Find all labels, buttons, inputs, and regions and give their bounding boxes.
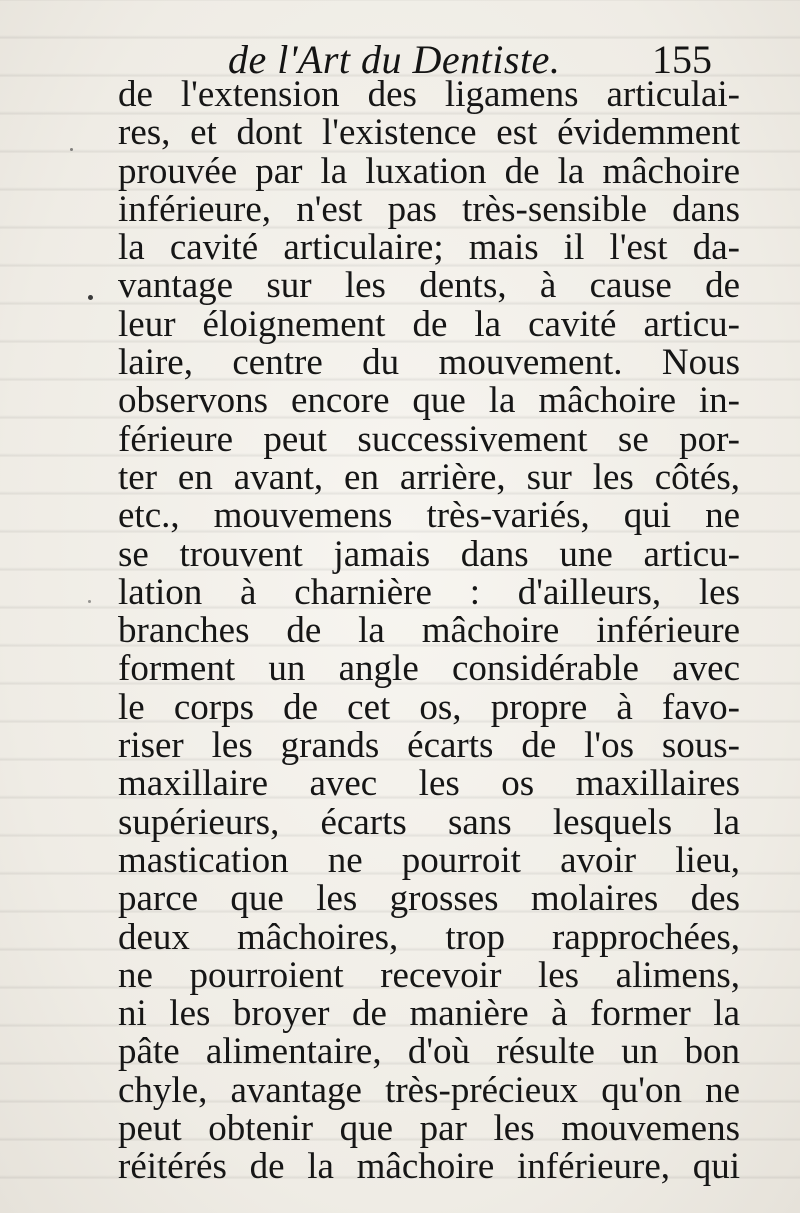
ink-speck [70, 148, 73, 151]
text-line: férieure peut successivement se por- [118, 418, 740, 460]
text-line: prouvée par la luxation de la mâchoire [118, 150, 740, 192]
text-line: lation à charnière : d'ailleurs, les [118, 571, 740, 613]
text-line: leur éloignement de la cavité articu- [118, 303, 740, 345]
running-title: de l'Art du Dentiste. [228, 37, 561, 82]
text-line: mastication ne pourroit avoir lieu, [118, 839, 740, 881]
text-line: ter en avant, en arrière, sur les côtés, [118, 456, 740, 498]
text-line: la cavité articulaire; mais il l'est da- [118, 227, 740, 269]
text-line: de l'extension des ligamens articulai- [118, 74, 740, 115]
text-line: réitérés de la mâchoire inférieure, qui [118, 1146, 740, 1188]
text-line: chyle, avantage très-précieux qu'on ne [118, 1069, 740, 1111]
text-line: branches de la mâchoire inférieure [118, 610, 740, 652]
text-line: ni les broyer de manière à former la [118, 993, 740, 1035]
text-line: le corps de cet os, propre à favo- [118, 686, 740, 728]
text-line: res, et dont l'existence est évidemment [118, 112, 740, 154]
text-line: vantage sur les dents, à cause de [118, 265, 740, 307]
text-line: inférieure, n'est pas très-sensible dans [118, 188, 740, 230]
ink-speck [88, 295, 93, 300]
text-line: maxillaire avec les os maxillaires [118, 763, 740, 805]
text-line: observons encore que la mâchoire in- [118, 380, 740, 422]
text-line: pâte alimentaire, d'où résulte un bon [118, 1031, 740, 1073]
text-line: peut obtenir que par les mouvemens [118, 1108, 740, 1150]
text-line: etc., mouvemens très-variés, qui ne [118, 495, 740, 537]
text-line: ne pourroient recevoir les alimens, [118, 954, 740, 996]
text-line: forment un angle considérable avec [118, 648, 740, 690]
ink-speck [88, 600, 91, 603]
text-line: riser les grands écarts de l'os sous- [118, 725, 740, 767]
body-text [118, 76, 740, 1187]
page-number: 155 [652, 37, 712, 82]
text-line: parce que les grosses molaires des [118, 878, 740, 920]
text-line: supérieurs, écarts sans lesquels la [118, 801, 740, 843]
text-line: laire, centre du mouvement. Nous [118, 342, 740, 384]
text-line: se trouvent jamais dans une articu- [118, 533, 740, 575]
text-line: deux mâchoires, trop rapprochées, [118, 916, 740, 958]
